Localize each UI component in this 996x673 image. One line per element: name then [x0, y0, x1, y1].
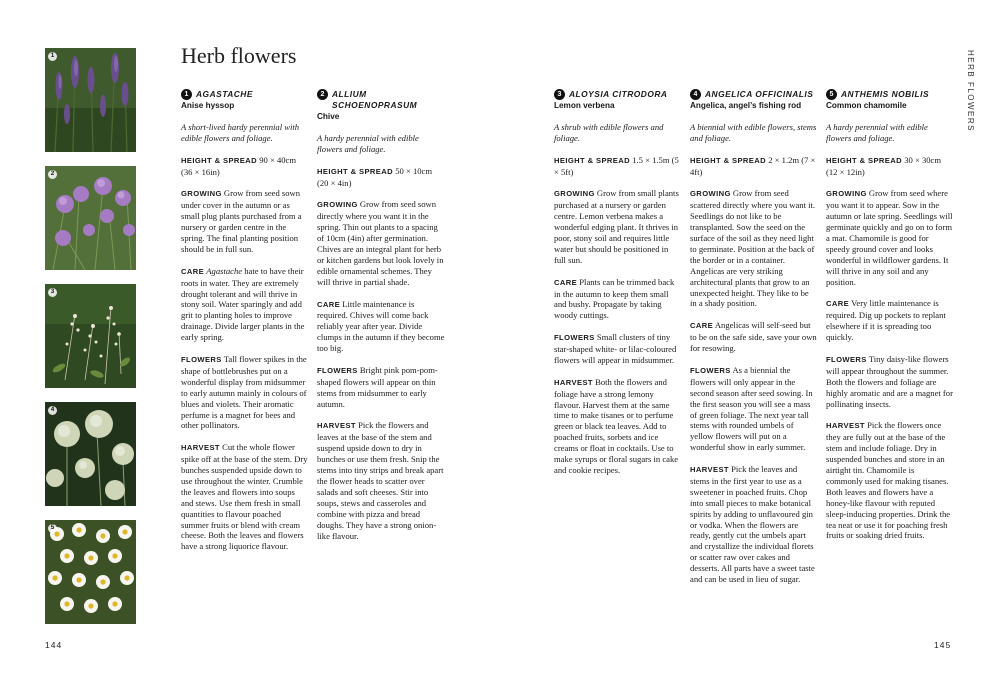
common-name: Angelica, angel’s fishing rod	[690, 101, 802, 110]
harvest-text: Pick the flowers once they are fully out at the base of the stem and include foliage. Dry in suspended bunches and store in an airtight tin. Chamomile is commonly used for making tisanes. Both leaves and flowers have a honey-like flavour with reputed sleep-inducing properties. Drink the tea neat or use it for poaching fresh fruits or soaking dried fruits.	[826, 420, 951, 541]
flowers	[826, 354, 953, 410]
agastache-photo	[45, 48, 136, 152]
growing-label: GROWING	[554, 189, 595, 199]
folio-left: 144	[45, 640, 63, 650]
flowers	[690, 365, 817, 453]
harvest-text: Both the flowers and foliage have a strong lemony flavour. Harvest them at the same time to make tisanes or to perfume green or black tea leaves. Add to poached fruits, sorbets and ice creams or float in cocktails. Use to make syrups or floral sugars in cake and cookie recipes.	[554, 376, 679, 476]
common-name: Lemon verbena	[554, 101, 615, 110]
care-text: Angelicas will self-seed but to be on the safe side, save your own for resowing.	[690, 320, 817, 354]
flowers-text: Bright pink pom-pom-shaped flowers will appear on thin stems from midsummer to early autumn.	[317, 364, 438, 409]
flowers	[554, 332, 680, 366]
thumbnail-4	[45, 402, 136, 506]
latin-name: ANTHEMIS NOBILIS	[841, 89, 930, 99]
growing-text: Grow from seed sown directly where you want it in the spring. Thin out plants to a spacing of 10cm (4in) after germination. Chives are an integral plant for herb or kitchen gardens but look lovely in edible ornamental schemes. They will thrive in partial shade.	[317, 199, 444, 287]
care	[317, 299, 445, 355]
harvest	[826, 420, 953, 541]
latin-name: ALOYSIA CITRODORA	[569, 89, 668, 99]
running-head: HERB FLOWERS	[966, 50, 975, 133]
harvest	[554, 377, 680, 476]
entry-angelica	[690, 89, 817, 596]
harvest-text: Pick the flowers and leaves at the base of the stem and suspend upside down to dry in bunches or use them fresh. Snip the stems into tiny strips and break apart the flower heads to scatter over salads and soft cheeses. Stir into soups, stews and casseroles and combine with pizza and bread doughs. They have a strong onion-like flavour.	[317, 420, 444, 541]
growing	[181, 188, 308, 254]
care-text: hate to have their roots in water. They are extremely drought tolerant and will thrive in stony soil. Water sparingly and add grit to planting holes to improve drainage. Divide larger plants in the early spring.	[181, 265, 305, 343]
entry-number-badge: 1	[181, 89, 192, 100]
height-spread	[690, 155, 817, 178]
flowers-text: Small clusters of tiny star-shaped white- or lilac-coloured flowers will appear in midsummer.	[554, 332, 677, 365]
latin-name: AGASTACHE	[196, 89, 253, 99]
care-text: Very little maintenance is required. Dig up pockets to replant elsewhere if it is spreading too quickly.	[826, 298, 946, 343]
folio-right: 145	[934, 640, 952, 650]
height-spread-value: 30 × 30cm (12 × 12in)	[826, 154, 942, 177]
thumbnail-number: 5	[48, 524, 57, 533]
flowers-text: As a biennial the flowers will only appear in the second season after seed sowing. In the first season you will see a mass of green foliage. The next year tall stems with rounded umbels of yellow flowers will put on a wonderful show in early summer.	[690, 364, 813, 453]
thumbnail-number: 1	[48, 52, 57, 61]
entry-allium	[317, 89, 445, 552]
care-label: CARE	[826, 299, 850, 309]
harvest	[181, 442, 308, 552]
chamomile-photo	[45, 520, 136, 624]
height-spread-label: HEIGHT & SPREAD	[690, 155, 767, 165]
entry-number-badge: 4	[690, 89, 701, 100]
entry-agastache	[181, 89, 308, 563]
height-spread-label: HEIGHT & SPREAD	[317, 166, 394, 176]
flowers-label: FLOWERS	[826, 354, 867, 364]
height-spread-value: 50 × 10cm (20 × 4in)	[317, 165, 433, 188]
growing-label: GROWING	[317, 200, 358, 210]
entry-heading	[181, 89, 308, 100]
care	[690, 320, 817, 354]
height-spread-label: HEIGHT & SPREAD	[181, 155, 258, 165]
thumbnail-1	[45, 48, 136, 152]
page-title: Herb flowers	[181, 43, 297, 68]
thumbnail-number: 2	[48, 170, 57, 179]
harvest-text: Pick the leaves and stems in the first year to use as a sweetener in poached fruits. Chop into small pieces to make botanical spirits by adding to unflavoured gin or vodka. When the flowers are ready, gently cut the umbels apart and crystallize the individual florets or scatter raw over cakes and desserts. All parts have a sweet taste and can be used in lieu of sugar.	[690, 464, 815, 585]
growing-text: Grow from seed where you want it to appear. Sow in the autumn or late spring. Seedlings will germinate quickly and go on to form a mat. Chamomile is good for speedy ground cover and looks wonderful in wildflower gardens. It will thrive in any soil and any position.	[826, 188, 953, 287]
entry-intro: A hardy perennial with edible flowers and foliage.	[826, 122, 928, 143]
entry-anthemis	[826, 89, 953, 552]
angelica-photo	[45, 402, 136, 506]
growing	[826, 188, 953, 287]
care	[826, 298, 953, 343]
flowers-text: Tiny daisy-like flowers will appear throughout the summer. Both the flowers and foliage are highly aromatic and are a magnet for pollinating insects.	[826, 353, 953, 409]
flowers	[317, 365, 445, 410]
entry-number-badge: 2	[317, 89, 328, 100]
entry-heading	[317, 89, 445, 111]
care	[554, 277, 680, 322]
harvest-text: Cut the whole flower spike off at the base of the stem. Dry bunches suspended upside down to use throughout the winter. Crumble the leaves and flowers into soups and stews. Use them fresh in small quantities to flavour poached summer fruits or blend with cream cheese. Both the leaves and flowers have a strong liquorice flavour.	[181, 442, 308, 552]
height-spread	[317, 166, 445, 189]
entry-intro: A short-lived hardy perennial with edible flowers and foliage.	[181, 122, 300, 143]
chive-photo	[45, 166, 136, 270]
care-label: CARE	[317, 299, 341, 309]
lemon-verbena-photo	[45, 284, 136, 388]
harvest-label: HARVEST	[317, 421, 356, 431]
growing-label: GROWING	[826, 189, 867, 199]
growing-text: Grow from seed sown under cover in the autumn or as small plug plants purchased from a nursery or garden centre in the spring. The final planting position should be in full sun.	[181, 188, 302, 254]
entry-heading	[690, 89, 817, 100]
growing-label: GROWING	[690, 189, 731, 199]
height-spread	[554, 155, 680, 178]
entry-number-badge: 3	[554, 89, 565, 100]
thumbnail-3	[45, 284, 136, 388]
flowers-label: FLOWERS	[317, 365, 358, 375]
growing	[317, 199, 445, 287]
height-spread-label: HEIGHT & SPREAD	[826, 155, 903, 165]
flowers-label: FLOWERS	[181, 354, 222, 364]
care-plant-name: Agastache	[206, 265, 243, 276]
height-spread-label: HEIGHT & SPREAD	[554, 155, 631, 165]
care-label: CARE	[554, 277, 578, 287]
flowers-text: Tall flower spikes in the shape of bottlebrushes put on a wonderful display from midsummer to early autumn mainly in colours of blues and violets. Their aromatic perfume is a magnet for bees and other pollinators.	[181, 353, 307, 431]
thumbnail-number: 3	[48, 288, 57, 297]
growing-text: Grow from seed scattered directly where you want it. Seedlings do not like to be transplanted. Sow the seed on the surface of the soil as they need light to germinate. Position at the back of the border or in a container. Angelicas are very striking architectural plants that grow to an unexpected height. They like to be in a shady position.	[690, 188, 816, 309]
harvest-label: HARVEST	[554, 377, 593, 387]
harvest-label: HARVEST	[181, 443, 220, 453]
latin-name: ALLIUM SCHOENOPRASUM	[332, 89, 418, 110]
common-name: Common chamomile	[826, 101, 907, 110]
entry-intro: A shrub with edible flowers and foliage.	[554, 122, 664, 143]
care-text: Plants can be trimmed back in the autumn to keep them small and bushy. Propagate by taking woody cuttings.	[554, 276, 675, 321]
flowers-label: FLOWERS	[554, 333, 595, 343]
thumbnail-number: 4	[48, 406, 57, 415]
entry-number-badge: 5	[826, 89, 837, 100]
entry-heading	[554, 89, 680, 100]
harvest	[690, 464, 817, 585]
growing	[554, 188, 680, 265]
height-spread	[826, 155, 953, 178]
latin-name: ANGELICA OFFICINALIS	[705, 89, 814, 99]
height-spread-value: 2 × 1.2m (7 × 4ft)	[690, 154, 816, 177]
growing-text: Grow from small plants purchased at a nursery or garden centre. Lemon verbena makes a wonderful edging plant. It thrives in poor, stony soil and requires little water but should be positioned in full sun.	[554, 188, 679, 265]
common-name: Chive	[317, 112, 340, 121]
flowers-label: FLOWERS	[690, 365, 731, 375]
thumbnail-2	[45, 166, 136, 270]
thumbnail-5	[45, 520, 136, 624]
harvest	[317, 420, 445, 541]
height-spread-value: 90 × 40cm (36 × 16in)	[181, 154, 297, 177]
height-spread-value: 1.5 × 1.5m (5 × 5ft)	[554, 154, 679, 177]
growing-label: GROWING	[181, 189, 222, 199]
care-label: CARE	[181, 266, 205, 276]
harvest-label: HARVEST	[826, 421, 865, 431]
care-label: CARE	[690, 321, 714, 331]
entry-aloysia	[554, 89, 680, 487]
harvest-label: HARVEST	[690, 465, 729, 475]
common-name: Anise hyssop	[181, 101, 235, 110]
entry-intro: A hardy perennial with edible flowers and foliage.	[317, 133, 419, 154]
care	[181, 266, 308, 343]
flowers	[181, 354, 308, 431]
entry-intro: A biennial with edible flowers, stems and foliage.	[690, 122, 817, 143]
entry-heading	[826, 89, 953, 100]
care-text: Little maintenance is required. Chives will come back reliably year after year. Divide clumps in the autumn if they become too big.	[317, 298, 445, 354]
growing	[690, 188, 817, 309]
height-spread	[181, 155, 308, 178]
